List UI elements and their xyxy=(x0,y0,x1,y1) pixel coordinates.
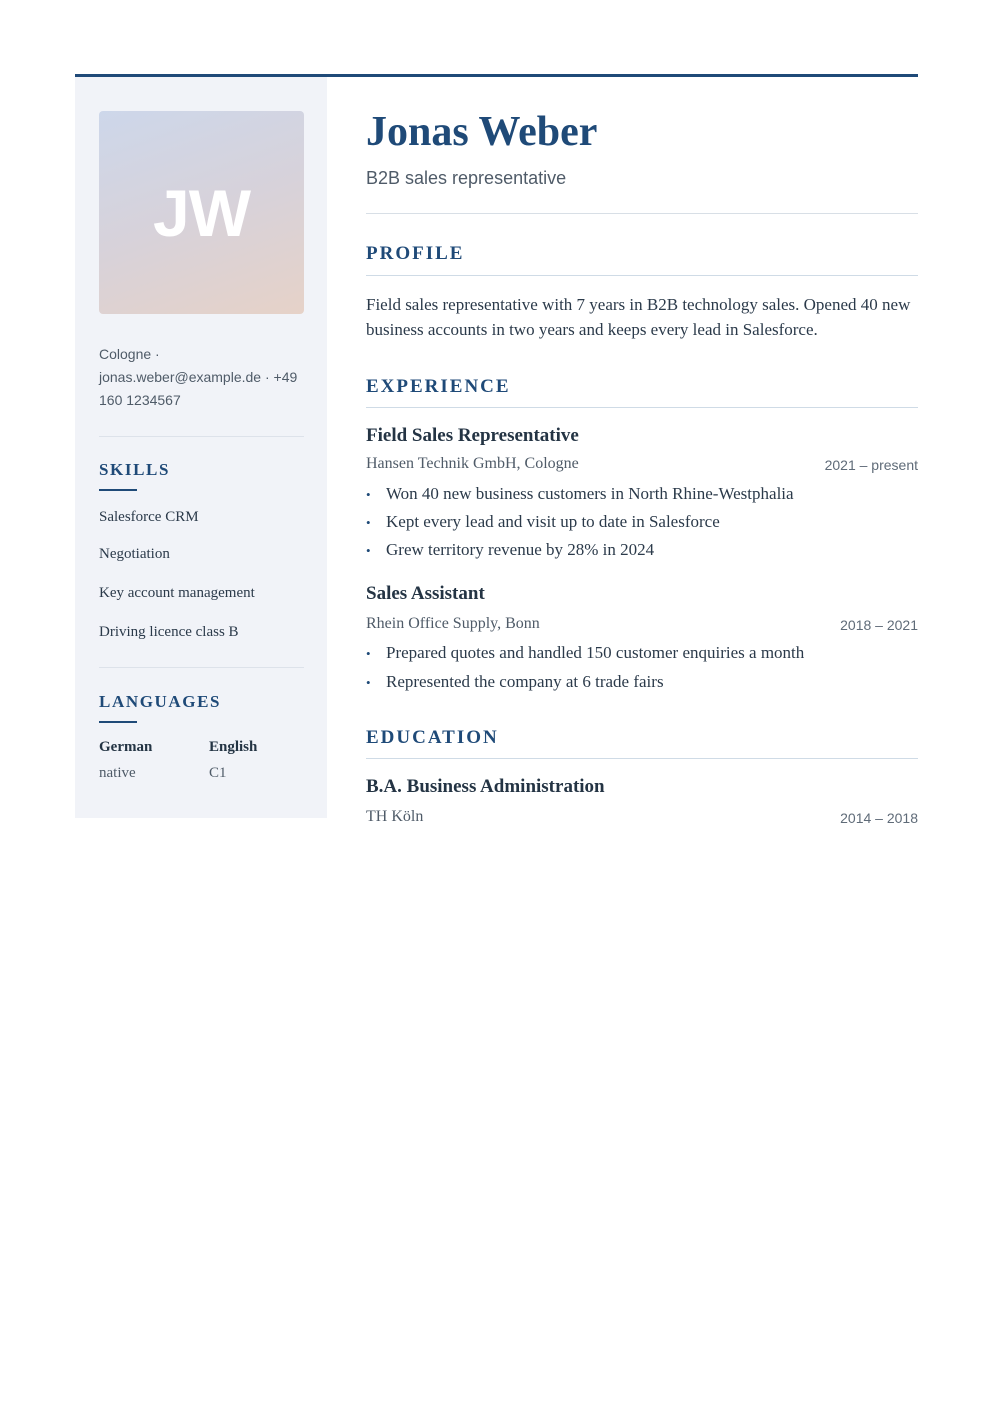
bullet-dot-icon: • xyxy=(366,543,371,558)
sidebar-divider xyxy=(99,436,304,437)
section-divider xyxy=(366,275,918,276)
header-divider xyxy=(366,213,918,214)
contact-info xyxy=(99,343,304,412)
languages-heading: LANGUAGES xyxy=(99,692,222,711)
job-bullet: • Grew territory revenue by 28% in 2024 xyxy=(366,540,655,559)
contact-email-phone: jonas.weber@example.de · +49 xyxy=(99,369,298,385)
candidate-title: B2B sales representative xyxy=(366,168,567,188)
education-dates: 2014 – 2018 xyxy=(840,810,918,826)
education-heading: EDUCATION xyxy=(366,727,499,748)
section-divider xyxy=(366,758,918,759)
languages-heading-underline xyxy=(99,721,137,723)
education-school: TH Köln xyxy=(366,808,424,825)
education-degree: B.A. Business Administration xyxy=(366,776,605,797)
bullet-dot-icon: • xyxy=(366,515,371,530)
skills-heading-underline xyxy=(99,489,137,491)
bullet-dot-icon: • xyxy=(366,675,371,690)
avatar xyxy=(99,111,304,314)
job-bullet: • Prepared quotes and handled 150 customer enquiries a month xyxy=(366,643,805,662)
language-level: C1 xyxy=(209,765,227,781)
section-divider xyxy=(366,407,918,408)
bullet-dot-icon: • xyxy=(366,487,371,502)
skill-item: Driving licence class B xyxy=(99,624,239,640)
avatar-initials: JW xyxy=(153,175,250,250)
contact-location: Cologne · xyxy=(99,346,160,362)
skill-item: Salesforce CRM xyxy=(99,509,199,525)
skill-item: Negotiation xyxy=(99,546,170,562)
job-title: Field Sales Representative xyxy=(366,425,579,446)
profile-text: Field sales representative with 7 years in B2B technology sales. Opened 40 new business accounts in two years and keeps every lead in Salesforce. xyxy=(366,295,911,339)
candidate-name: Jonas Weber xyxy=(366,109,598,155)
job-company: Hansen Technik GmbH, Cologne xyxy=(366,455,579,472)
bullet-dot-icon: • xyxy=(366,646,371,661)
language-name: English xyxy=(209,739,258,755)
job-bullet: • Represented the company at 6 trade fairs xyxy=(366,672,664,691)
skill-item: Key account management xyxy=(99,585,255,601)
skills-heading: SKILLS xyxy=(99,460,171,479)
job-dates: 2021 – present xyxy=(824,457,918,473)
job-bullet: • Won 40 new business customers in North Rhine-Westphalia xyxy=(366,484,794,503)
contact-phone-continued: 160 1234567 xyxy=(99,392,181,408)
profile-heading: PROFILE xyxy=(366,243,465,264)
experience-heading: EXPERIENCE xyxy=(366,376,511,397)
sidebar-divider xyxy=(99,667,304,668)
language-level: native xyxy=(99,765,136,781)
language-name: German xyxy=(99,739,153,755)
job-bullet: • Kept every lead and visit up to date in Salesforce xyxy=(366,512,720,531)
sidebar xyxy=(75,77,327,818)
job-title: Sales Assistant xyxy=(366,583,485,604)
job-company: Rhein Office Supply, Bonn xyxy=(366,615,540,632)
job-dates: 2018 – 2021 xyxy=(840,617,918,633)
